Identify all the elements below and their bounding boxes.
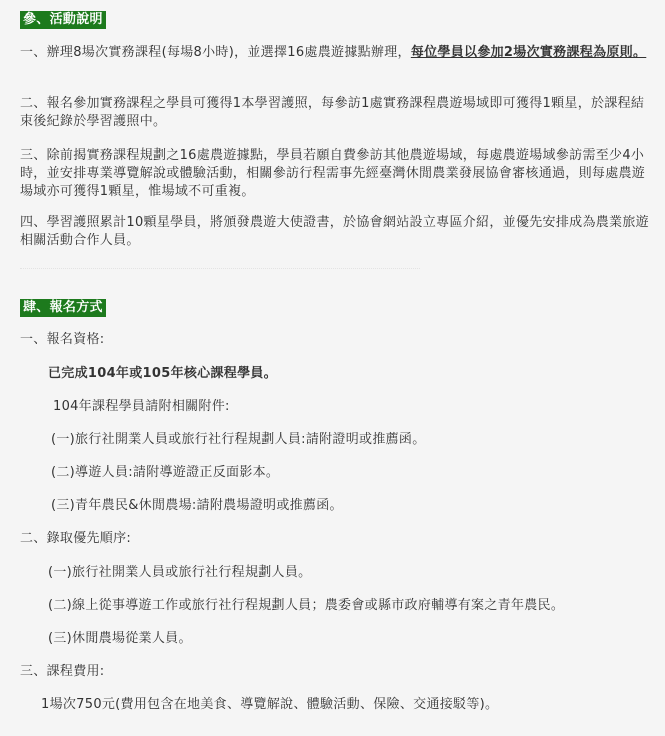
- section-heading-activity: 參、活動說明: [20, 11, 106, 29]
- divider: [20, 268, 420, 270]
- priority-item: (三)休閒農場從業人員。: [48, 631, 192, 646]
- paragraph-2: 二、報名參加實務課程之學員可獲得1本學習護照，每參訪1處實務課程農遊場域即可獲得1顆星，於課程結束後紀錄於學習護照中。: [20, 96, 645, 129]
- attachment-item: (三)青年農民&休閒農場:請附農場證明或推薦函。: [51, 498, 343, 513]
- paragraph-4: 四、學習護照累計10顆星學員，將頒發農遊大使證書，於協會網站設立專區介紹，並優先安排成為農業旅遊相關活動合作人員。: [20, 215, 649, 248]
- paragraph-1: [20, 44, 650, 62]
- item-fee: 三、課程費用:: [20, 664, 105, 679]
- fee-text: 1場次750元(費用包含在地美食、導覽解說、體驗活動、保險、交通接駁等)。: [41, 697, 499, 712]
- priority-item: (一)旅行社開業人員或旅行社行程規劃人員。: [48, 565, 312, 580]
- attachment-intro: 104年課程學員請附相關附件:: [53, 399, 230, 414]
- priority-item: (二)線上從事導遊工作或旅行社行程規劃人員；農委會或縣市政府輔導有案之青年農民。: [48, 598, 565, 613]
- section-heading-registration: 肆、報名方式: [20, 299, 106, 317]
- qualification-text: 已完成104年或105年核心課程學員。: [48, 366, 277, 381]
- item-qualification: 一、報名資格:: [20, 332, 105, 347]
- item-priority: 二、錄取優先順序:: [20, 531, 132, 546]
- attachment-item: (一)旅行社開業人員或旅行社行程規劃人員:請附證明或推薦函。: [51, 432, 426, 447]
- paragraph-3: 三、除前揭實務課程規劃之16處農遊據點，學員若願自費參訪其他農遊場域，每處農遊場域參訪需至少4小時，並安排專業導覽解說或體驗活動，相關參訪行程需事先經臺灣休閒農業發展協會審核通過，則每處農遊場域亦可獲得1顆星，惟場域不可重複。: [20, 148, 646, 199]
- paragraph-1-emphasis: 每位學員以參加2場次實務課程為原則。: [410, 45, 647, 60]
- attachment-item: (二)導遊人員:請附導遊證正反面影本。: [51, 465, 280, 480]
- paragraph-1-text: 一、辦理8場次實務課程(每場8小時)，並選擇16處農遊據點辦理，: [20, 45, 411, 60]
